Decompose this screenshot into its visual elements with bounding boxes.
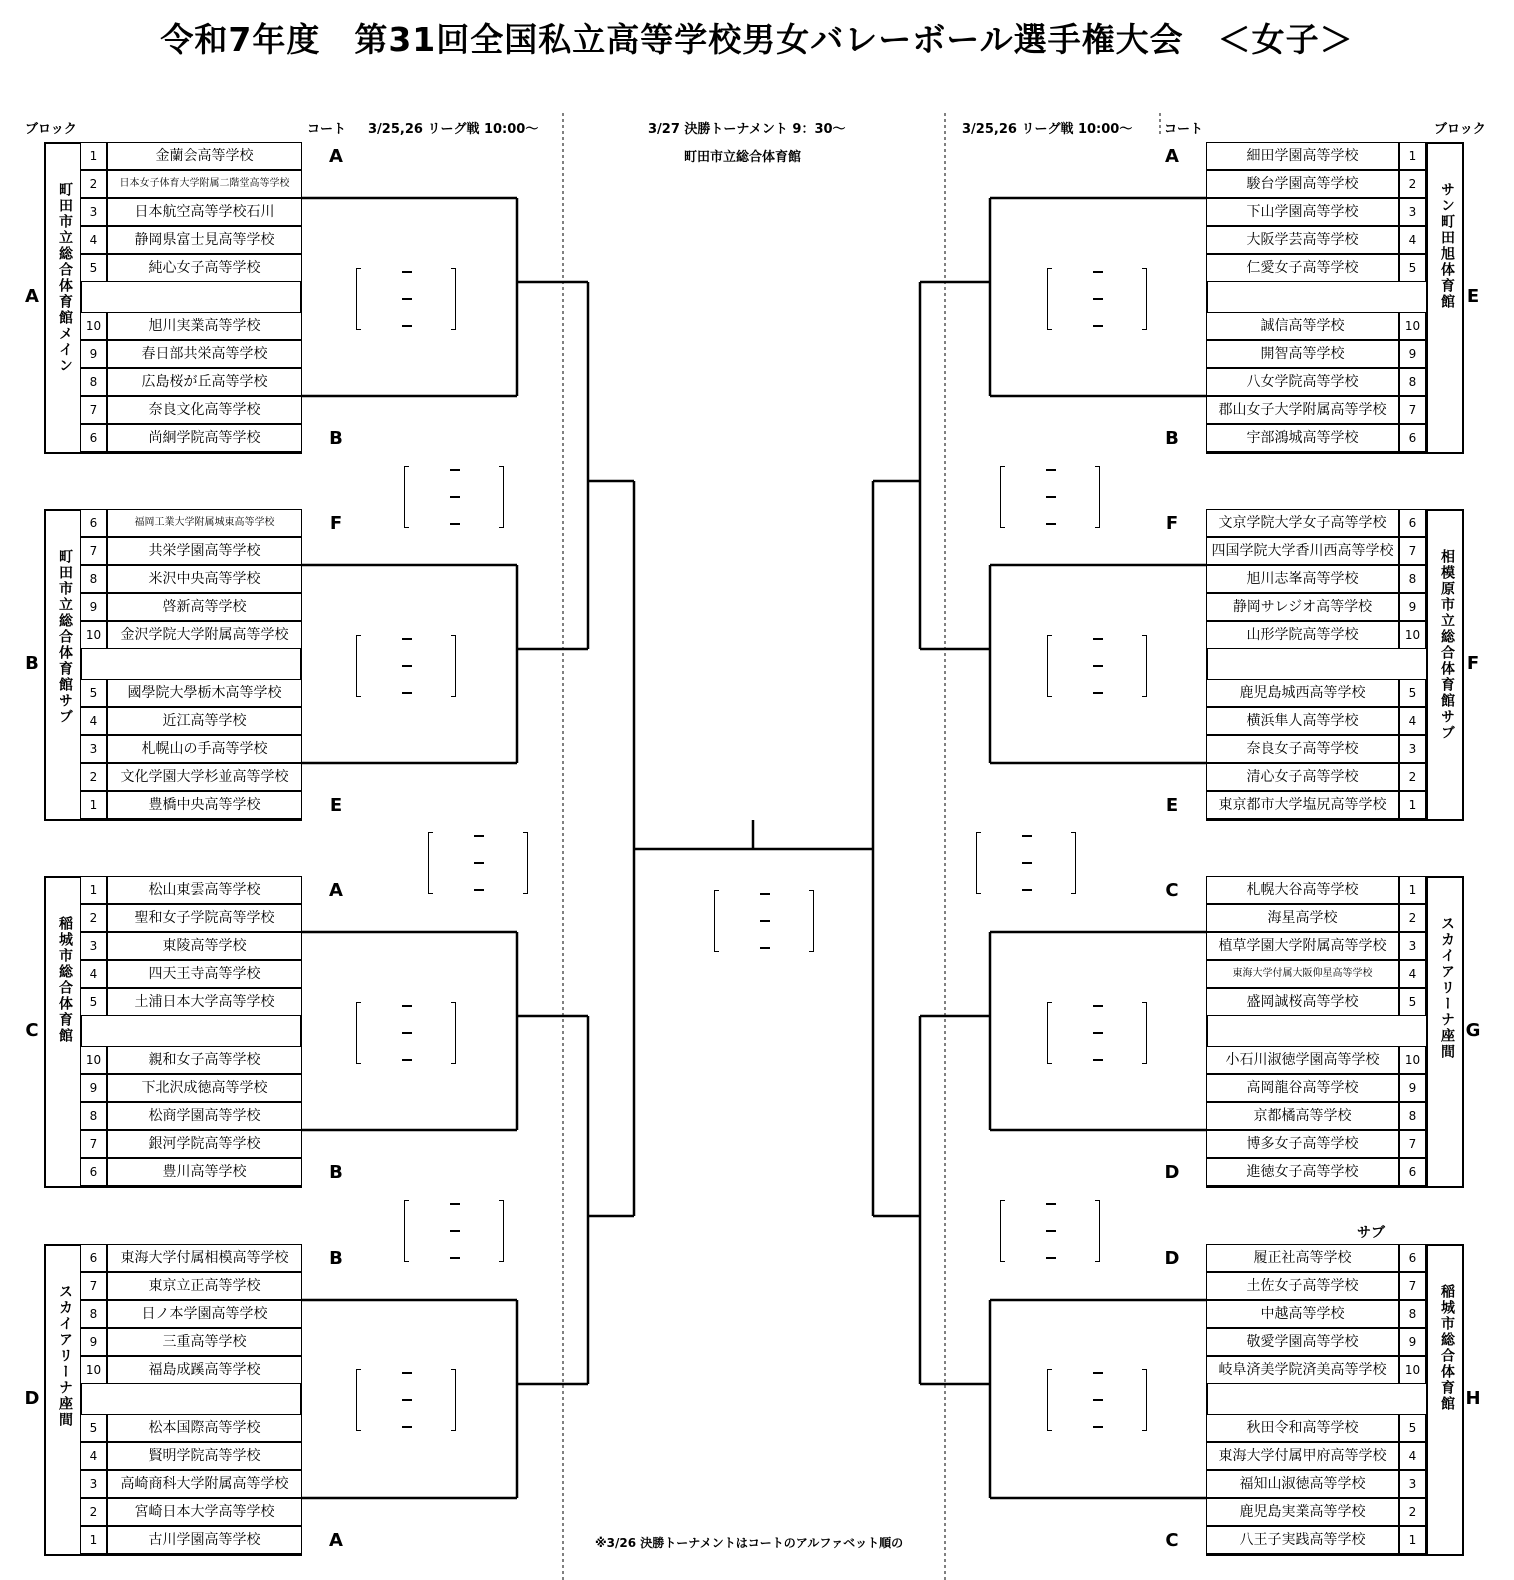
- bracket-left: [404, 1200, 409, 1262]
- bracket-left: [404, 466, 409, 528]
- seed-number: 5: [80, 1414, 107, 1442]
- school-name: 静岡県富士見高等学校: [107, 226, 302, 254]
- seed-number: 10: [1399, 1046, 1426, 1074]
- school-name: 札幌山の手高等学校: [107, 735, 302, 763]
- school-name: 盛岡誠桜高等学校: [1206, 988, 1399, 1016]
- school-name: 日本女子体育大学附属二階堂高等学校: [107, 170, 302, 198]
- venue-name: スカイアリーナ座間: [57, 1284, 73, 1428]
- bracket-left: [428, 832, 433, 894]
- school-name: 大阪学芸高等学校: [1206, 226, 1399, 254]
- seed-number: 4: [1399, 707, 1426, 735]
- seed-number: 9: [80, 340, 107, 368]
- score-dash: [402, 638, 412, 640]
- block-label-right: ブロック: [1434, 122, 1486, 137]
- bracket-left: [1000, 466, 1005, 528]
- score-box: [1047, 268, 1147, 330]
- seed-number: 8: [1399, 368, 1426, 396]
- final-tournament-venue: 町田市立総合体育館: [684, 150, 802, 165]
- school-name: 宇部鴻城高等学校: [1206, 424, 1399, 452]
- seed-number: 2: [1399, 763, 1426, 791]
- score-dash: [402, 271, 412, 273]
- bracket-left: [1047, 1002, 1052, 1064]
- court-label-right: コート: [1164, 122, 1204, 137]
- school-name: 土浦日本大学高等学校: [107, 988, 302, 1016]
- score-dash: [1093, 1059, 1103, 1061]
- bracket-right: [499, 466, 504, 528]
- seed-number: 10: [1399, 312, 1426, 340]
- venue-name: 町田市立総合体育館メイン: [57, 182, 73, 374]
- school-name: 敬愛学園高等学校: [1206, 1328, 1399, 1356]
- score-dash: [1093, 325, 1103, 327]
- seed-number: 9: [80, 593, 107, 621]
- seed-number: 9: [1399, 340, 1426, 368]
- block-label-left: ブロック: [25, 122, 77, 137]
- block-letter: E: [1466, 286, 1480, 307]
- bracket-right: [1142, 1002, 1147, 1064]
- score-box: [976, 832, 1076, 894]
- school-name: 聖和女子学院高等学校: [107, 904, 302, 932]
- school-name: 広島桜が丘高等学校: [107, 368, 302, 396]
- venue-divider: [1426, 1244, 1428, 1556]
- seed-number: 6: [1399, 509, 1426, 537]
- score-dash: [402, 1399, 412, 1401]
- score-box: [404, 1200, 504, 1262]
- school-name: 金蘭会高等学校: [107, 142, 302, 170]
- bracket-right: [1071, 832, 1076, 894]
- school-name: 東海大学付属甲府高等学校: [1206, 1442, 1399, 1470]
- seed-number: 5: [80, 988, 107, 1016]
- court-letter-top: B: [329, 1248, 343, 1269]
- score-dash: [402, 298, 412, 300]
- seed-number: 9: [1399, 1328, 1426, 1356]
- venue-name: 町田市立総合体育館サブ: [57, 549, 73, 725]
- seed-number: 5: [80, 679, 107, 707]
- court-letter-bottom: B: [329, 428, 343, 449]
- score-dash: [474, 835, 484, 837]
- school-name: 賢明学院高等学校: [107, 1442, 302, 1470]
- seed-number: 1: [80, 142, 107, 170]
- score-dash: [1046, 523, 1056, 525]
- seed-number: 4: [80, 960, 107, 988]
- score-dash: [450, 1230, 460, 1232]
- seed-number: 8: [80, 565, 107, 593]
- school-name: 岐阜済美学院済美高等学校: [1206, 1356, 1399, 1384]
- seed-number: 7: [1399, 537, 1426, 565]
- footnote: ※3/26 決勝トーナメントはコートのアルファベット順の: [595, 1536, 904, 1550]
- school-name: 純心女子高等学校: [107, 254, 302, 282]
- seed-number: 6: [80, 424, 107, 452]
- school-name: 近江高等学校: [107, 707, 302, 735]
- score-dash: [1093, 271, 1103, 273]
- seed-number: 8: [80, 1300, 107, 1328]
- seed-number: 10: [80, 621, 107, 649]
- block-letter: D: [24, 1388, 40, 1409]
- score-dash: [1046, 1203, 1056, 1205]
- bracket-right: [809, 890, 814, 952]
- seed-number: 7: [1399, 1272, 1426, 1300]
- seed-number: 6: [1399, 1244, 1426, 1272]
- bracket-right: [1142, 268, 1147, 330]
- score-box: [356, 1002, 456, 1064]
- score-dash: [450, 1203, 460, 1205]
- bracket-right: [1142, 1369, 1147, 1431]
- score-dash: [402, 1005, 412, 1007]
- bracket-left: [356, 635, 361, 697]
- bracket-left: [356, 268, 361, 330]
- score-dash: [402, 665, 412, 667]
- school-name: 奈良文化高等学校: [107, 396, 302, 424]
- school-name: 親和女子高等学校: [107, 1046, 302, 1074]
- seed-number: 1: [1399, 1526, 1426, 1554]
- seed-number: 10: [80, 312, 107, 340]
- seed-number: 4: [1399, 226, 1426, 254]
- school-name: 山形学院高等学校: [1206, 621, 1399, 649]
- bracket-left: [356, 1369, 361, 1431]
- final-tournament-title: 3/27 決勝トーナメント 9：30～: [648, 122, 846, 137]
- school-name: 履正社高等学校: [1206, 1244, 1399, 1272]
- bracket-left: [1047, 1369, 1052, 1431]
- score-dash: [474, 889, 484, 891]
- score-box: [428, 832, 528, 894]
- score-dash: [1046, 1257, 1056, 1259]
- score-box: [356, 1369, 456, 1431]
- seed-number: 4: [80, 1442, 107, 1470]
- school-name: 文京学院大学女子高等学校: [1206, 509, 1399, 537]
- seed-number: 2: [80, 763, 107, 791]
- school-name: 土佐女子高等学校: [1206, 1272, 1399, 1300]
- score-dash: [1093, 1426, 1103, 1428]
- seed-number: 1: [80, 876, 107, 904]
- seed-number: 6: [80, 1244, 107, 1272]
- score-dash: [1093, 692, 1103, 694]
- seed-number: 3: [80, 1470, 107, 1498]
- seed-number: 5: [1399, 1414, 1426, 1442]
- court-label-left: コート: [307, 122, 347, 137]
- score-dash: [402, 692, 412, 694]
- school-name: 四天王寺高等学校: [107, 960, 302, 988]
- school-name: 福島成蹊高等学校: [107, 1356, 302, 1384]
- seed-number: 10: [80, 1046, 107, 1074]
- seed-number: 3: [80, 932, 107, 960]
- league-schedule-right: 3/25,26 リーグ戦 10:00～: [962, 122, 1133, 137]
- school-name: 高岡龍谷高等学校: [1206, 1074, 1399, 1102]
- score-dash: [450, 469, 460, 471]
- seed-number: 2: [1399, 1498, 1426, 1526]
- score-dash: [402, 1426, 412, 1428]
- school-name: 下山学園高等学校: [1206, 198, 1399, 226]
- seed-number: 5: [1399, 988, 1426, 1016]
- court-letter-bottom: B: [1165, 428, 1179, 449]
- seed-number: 7: [80, 1130, 107, 1158]
- school-name: 京都橘高等学校: [1206, 1102, 1399, 1130]
- school-name: 海星高学校: [1206, 904, 1399, 932]
- court-letter-bottom: B: [329, 1162, 343, 1183]
- court-letter-top: A: [329, 146, 343, 167]
- school-name: 松山東雲高等学校: [107, 876, 302, 904]
- venue-divider: [1426, 509, 1428, 821]
- score-dash: [1046, 1230, 1056, 1232]
- seed-number: 5: [1399, 679, 1426, 707]
- seed-number: 7: [80, 1272, 107, 1300]
- score-box: [1000, 466, 1100, 528]
- score-dash: [760, 920, 770, 922]
- seed-number: 9: [1399, 1074, 1426, 1102]
- seed-number: 1: [1399, 142, 1426, 170]
- seed-number: 5: [1399, 254, 1426, 282]
- school-name: 博多女子高等学校: [1206, 1130, 1399, 1158]
- bracket-right: [499, 1200, 504, 1262]
- score-dash: [402, 1032, 412, 1034]
- score-dash: [760, 893, 770, 895]
- seed-number: 2: [1399, 170, 1426, 198]
- seed-number: 2: [1399, 904, 1426, 932]
- venue-name: スカイアリーナ座間: [1439, 916, 1455, 1060]
- score-dash: [402, 1059, 412, 1061]
- seed-number: 7: [1399, 1130, 1426, 1158]
- venue-divider: [1426, 876, 1428, 1188]
- seed-number: 6: [80, 509, 107, 537]
- seed-number: 1: [80, 791, 107, 819]
- court-letter-bottom: E: [329, 795, 343, 816]
- sub-court-label: サブ: [1357, 1225, 1385, 1241]
- bracket-right: [1095, 466, 1100, 528]
- school-name: 國學院大學栃木高等学校: [107, 679, 302, 707]
- school-name: 豊川高等学校: [107, 1158, 302, 1186]
- school-name: 東陵高等学校: [107, 932, 302, 960]
- bracket-right: [451, 635, 456, 697]
- bracket-left: [714, 890, 719, 952]
- court-letter-top: A: [329, 880, 343, 901]
- score-dash: [1093, 1372, 1103, 1374]
- court-letter-bottom: C: [1165, 1530, 1179, 1551]
- seed-number: 8: [1399, 565, 1426, 593]
- school-name: 仁愛女子高等学校: [1206, 254, 1399, 282]
- score-dash: [450, 1257, 460, 1259]
- bracket-left: [976, 832, 981, 894]
- court-letter-bottom: D: [1164, 1162, 1180, 1183]
- school-name: 共栄学園高等学校: [107, 537, 302, 565]
- bracket-left: [356, 1002, 361, 1064]
- seed-number: 2: [80, 1498, 107, 1526]
- school-name: 東京立正高等学校: [107, 1272, 302, 1300]
- school-name: 東京都市大学塩尻高等学校: [1206, 791, 1399, 819]
- score-dash: [1093, 1399, 1103, 1401]
- score-dash: [1093, 298, 1103, 300]
- seed-number: 6: [80, 1158, 107, 1186]
- seed-number: 6: [1399, 424, 1426, 452]
- school-name: 米沢中央高等学校: [107, 565, 302, 593]
- seed-number: 3: [80, 735, 107, 763]
- score-box: [1047, 1002, 1147, 1064]
- score-dash: [402, 1372, 412, 1374]
- school-name: 豊橋中央高等学校: [107, 791, 302, 819]
- school-name: 奈良女子高等学校: [1206, 735, 1399, 763]
- school-name: 駿台学園高等学校: [1206, 170, 1399, 198]
- school-name: 横浜隼人高等学校: [1206, 707, 1399, 735]
- score-dash: [450, 523, 460, 525]
- court-letter-top: F: [329, 513, 343, 534]
- seed-number: 8: [80, 1102, 107, 1130]
- score-dash: [1022, 835, 1032, 837]
- school-name: 旭川実業高等学校: [107, 312, 302, 340]
- score-dash: [760, 947, 770, 949]
- seed-number: 9: [80, 1074, 107, 1102]
- seed-number: 7: [1399, 396, 1426, 424]
- score-box: [404, 466, 504, 528]
- seed-number: 5: [80, 254, 107, 282]
- score-box: [714, 890, 814, 952]
- school-name: 植草学園大学附属高等学校: [1206, 932, 1399, 960]
- venue-name: サン町田旭体育館: [1439, 182, 1455, 310]
- school-name: 福知山淑徳高等学校: [1206, 1470, 1399, 1498]
- school-name: 旭川志峯高等学校: [1206, 565, 1399, 593]
- school-name: 東海大学付属相模高等学校: [107, 1244, 302, 1272]
- school-name: 八王子実践高等学校: [1206, 1526, 1399, 1554]
- school-name: 秋田令和高等学校: [1206, 1414, 1399, 1442]
- seed-number: 1: [1399, 876, 1426, 904]
- school-name: 宮崎日本大学高等学校: [107, 1498, 302, 1526]
- school-name: 高崎商科大学附属高等学校: [107, 1470, 302, 1498]
- score-dash: [1093, 638, 1103, 640]
- venue-name: 稲城市総合体育館: [1439, 1284, 1455, 1412]
- school-name: 八女学院高等学校: [1206, 368, 1399, 396]
- school-name: 郡山女子大学附属高等学校: [1206, 396, 1399, 424]
- school-name: 進徳女子高等学校: [1206, 1158, 1399, 1186]
- school-name: 福岡工業大学附属城東高等学校: [107, 509, 302, 537]
- seed-number: 8: [80, 368, 107, 396]
- seed-number: 1: [80, 1526, 107, 1554]
- seed-number: 3: [1399, 198, 1426, 226]
- score-dash: [1046, 496, 1056, 498]
- school-name: 静岡サレジオ高等学校: [1206, 593, 1399, 621]
- score-dash: [1022, 862, 1032, 864]
- seed-number: 4: [1399, 1442, 1426, 1470]
- venue-divider: [1426, 142, 1428, 454]
- bracket-right: [1095, 1200, 1100, 1262]
- score-box: [1000, 1200, 1100, 1262]
- court-letter-top: F: [1165, 513, 1179, 534]
- seed-number: 1: [1399, 791, 1426, 819]
- score-box: [1047, 635, 1147, 697]
- bracket-left: [1000, 1200, 1005, 1262]
- seed-number: 10: [80, 1356, 107, 1384]
- score-dash: [450, 496, 460, 498]
- seed-number: 7: [80, 537, 107, 565]
- block-letter: G: [1465, 1020, 1481, 1041]
- school-name: 春日部共栄高等学校: [107, 340, 302, 368]
- seed-number: 8: [1399, 1102, 1426, 1130]
- score-dash: [1093, 665, 1103, 667]
- school-name: 東海大学付属大阪仰星高等学校: [1206, 960, 1399, 988]
- school-name: 小石川淑徳学園高等学校: [1206, 1046, 1399, 1074]
- seed-number: 3: [1399, 1470, 1426, 1498]
- score-box: [1047, 1369, 1147, 1431]
- school-name: 日本航空高等学校石川: [107, 198, 302, 226]
- school-name: 中越高等学校: [1206, 1300, 1399, 1328]
- seed-number: 2: [80, 904, 107, 932]
- bracket-right: [451, 268, 456, 330]
- school-name: 啓新高等学校: [107, 593, 302, 621]
- bracket-left: [1047, 635, 1052, 697]
- venue-name: 稲城市総合体育館: [57, 916, 73, 1044]
- block-letter: F: [1466, 653, 1480, 674]
- seed-number: 10: [1399, 1356, 1426, 1384]
- school-name: 四国学院大学香川西高等学校: [1206, 537, 1399, 565]
- seed-number: 6: [1399, 1158, 1426, 1186]
- bracket-right: [451, 1002, 456, 1064]
- school-name: 金沢学院大学附属高等学校: [107, 621, 302, 649]
- block-letter: C: [25, 1020, 39, 1041]
- venue-name: 相模原市立総合体育館サブ: [1439, 549, 1455, 741]
- bracket-right: [523, 832, 528, 894]
- seed-number: 7: [80, 396, 107, 424]
- school-name: 尚絅学院高等学校: [107, 424, 302, 452]
- school-name: 三重高等学校: [107, 1328, 302, 1356]
- score-box: [356, 635, 456, 697]
- seed-number: 3: [1399, 932, 1426, 960]
- block-letter: B: [25, 653, 39, 674]
- score-dash: [1022, 889, 1032, 891]
- school-name: 文化学園大学杉並高等学校: [107, 763, 302, 791]
- school-name: 札幌大谷高等学校: [1206, 876, 1399, 904]
- bracket-right: [1142, 635, 1147, 697]
- seed-number: 2: [80, 170, 107, 198]
- block-letter: A: [25, 286, 39, 307]
- school-name: 銀河学院高等学校: [107, 1130, 302, 1158]
- score-box: [356, 268, 456, 330]
- score-dash: [1046, 469, 1056, 471]
- seed-number: 4: [80, 707, 107, 735]
- school-name: 鹿児島城西高等学校: [1206, 679, 1399, 707]
- court-letter-top: C: [1165, 880, 1179, 901]
- block-letter: H: [1465, 1388, 1481, 1409]
- seed-number: 4: [80, 226, 107, 254]
- seed-number: 3: [1399, 735, 1426, 763]
- school-name: 鹿児島実業高等学校: [1206, 1498, 1399, 1526]
- score-dash: [1093, 1005, 1103, 1007]
- court-letter-bottom: A: [329, 1530, 343, 1551]
- score-dash: [402, 325, 412, 327]
- league-schedule-left: 3/25,26 リーグ戦 10:00～: [368, 122, 539, 137]
- school-name: 古川学園高等学校: [107, 1526, 302, 1554]
- school-name: 誠信高等学校: [1206, 312, 1399, 340]
- score-dash: [474, 862, 484, 864]
- court-letter-top: A: [1165, 146, 1179, 167]
- school-name: 清心女子高等学校: [1206, 763, 1399, 791]
- seed-number: 8: [1399, 1300, 1426, 1328]
- school-name: 下北沢成徳高等学校: [107, 1074, 302, 1102]
- school-name: 細田学園高等学校: [1206, 142, 1399, 170]
- bracket-right: [451, 1369, 456, 1431]
- bracket-left: [1047, 268, 1052, 330]
- court-letter-top: D: [1164, 1248, 1180, 1269]
- seed-number: 4: [1399, 960, 1426, 988]
- school-name: 松商学園高等学校: [107, 1102, 302, 1130]
- score-dash: [1093, 1032, 1103, 1034]
- seed-number: 3: [80, 198, 107, 226]
- seed-number: 9: [1399, 593, 1426, 621]
- page-title: 令和7年度 第31回全国私立高等学校男女バレーボール選手権大会 ＜女子＞: [160, 20, 1354, 59]
- school-name: 松本国際高等学校: [107, 1414, 302, 1442]
- seed-number: 10: [1399, 621, 1426, 649]
- court-letter-bottom: E: [1165, 795, 1179, 816]
- school-name: 開智高等学校: [1206, 340, 1399, 368]
- school-name: 日ノ本学園高等学校: [107, 1300, 302, 1328]
- seed-number: 9: [80, 1328, 107, 1356]
